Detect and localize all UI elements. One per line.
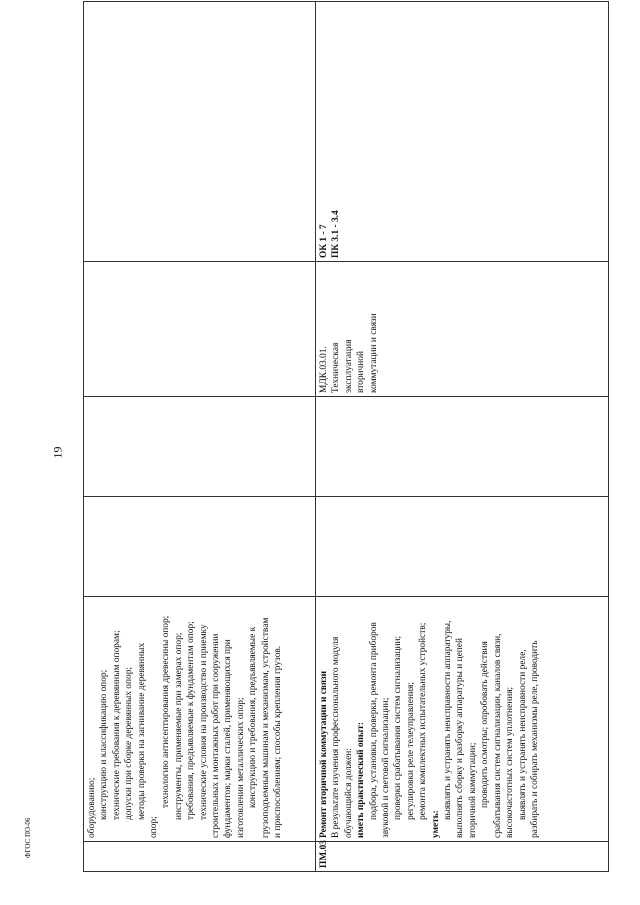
module-code-cell: ПМ.03 <box>316 842 609 872</box>
text-line: конструкцию и классификацию опор; <box>99 669 110 820</box>
table-row <box>316 2 609 872</box>
text-line: опор; <box>149 816 160 838</box>
text-line: инструменты, применяемые при замерах опор; <box>173 632 184 820</box>
text-line: обучающийся должен: <box>343 748 354 838</box>
text-line: высокочастотных систем уплотнения; <box>505 686 516 838</box>
empty-cell <box>84 2 316 262</box>
empty-cell <box>84 397 316 497</box>
text-line: допуски при сборке деревянных опор; <box>124 667 135 820</box>
rotated-table-sheet <box>83 2 608 872</box>
text-line: выявлять и устранять неисправности реле, <box>517 649 528 820</box>
text-line: выявлять и устранять неисправности аппаратуры, <box>443 620 454 820</box>
empty-cell <box>316 497 609 597</box>
empty-cell <box>316 397 609 497</box>
competence-line: ОК 1 - 7 <box>319 224 329 258</box>
competences-cell <box>316 2 609 262</box>
content-cell <box>316 597 609 842</box>
discipline-line: МДК.03.01. <box>319 346 329 393</box>
discipline-line: эксплуатация <box>343 339 354 393</box>
text-line: проверки срабатывания систем сигнализации; <box>393 635 404 820</box>
text-line: вторичной коммутации; <box>467 742 478 838</box>
text-line: конструкцию и требования, предъявляемые к <box>248 626 259 808</box>
discipline-cell <box>316 262 609 397</box>
curriculum-table <box>83 1 609 872</box>
empty-cell <box>84 262 316 397</box>
text-line: технические условия на производство и приемку <box>198 624 209 820</box>
text-line: технологию антисептирования древесины опор; <box>161 615 172 808</box>
table-row <box>84 2 316 872</box>
text-line: проводить осмотры; опробовать действия <box>480 641 491 808</box>
text-line: В результате изучения профессионального модуля <box>331 636 342 838</box>
text-line: и приспособлениям; способы крепления грузов. <box>273 645 284 838</box>
text-line: звуковой и световой сигнализации; <box>381 697 392 838</box>
text-line: разбирать и собирать механизмы реле, проводить <box>529 640 540 838</box>
text-line: технические требования к деревянным опорам; <box>111 630 122 820</box>
discipline-line: коммутации и связи <box>368 313 379 393</box>
text-line: грузоподъемным машинам и механизмам, устройствам <box>260 617 271 838</box>
text-line: изготовлении металлических опор; <box>235 697 246 838</box>
text-line: уметь: <box>430 810 441 838</box>
text-line: строительных и монтажных работ при сооружении <box>211 633 222 838</box>
content-cell <box>84 597 316 842</box>
discipline-line: вторичной <box>356 351 367 393</box>
text-line: ремонта комплектных испытательных устройств; <box>418 622 429 820</box>
text-line: фундаментов; марки сталей, применяющихся при <box>223 639 234 838</box>
text-line: оборудованию; <box>87 777 97 838</box>
text-line: регулировки реле телеуправления; <box>405 682 416 820</box>
module-code-cell <box>84 842 316 872</box>
text-line: подбора, установки, проверки, ремонта приборов <box>368 622 379 820</box>
competence-line: ПК 3.1 - 3.4 <box>331 210 342 258</box>
page-number: 19 <box>50 446 65 459</box>
module-requirements <box>330 600 541 838</box>
module-title: Ремонт вторичной коммутации и связи <box>319 670 329 838</box>
text-line: требования, предъявляемые к фундаментам опор; <box>186 621 197 820</box>
text-line: срабатывания систем сигнализации, каналов связи, <box>492 633 503 838</box>
text-line: методы проверки на загнивание деревянных <box>136 642 147 820</box>
empty-cell <box>84 497 316 597</box>
text-line: выполнять сборку и разборку аппаратуры и цепей <box>455 638 466 838</box>
footer-code: ФГОС ПО-06 <box>24 817 32 858</box>
text-line: иметь практический опыт: <box>356 722 367 838</box>
discipline-line: Техническая <box>331 342 342 393</box>
